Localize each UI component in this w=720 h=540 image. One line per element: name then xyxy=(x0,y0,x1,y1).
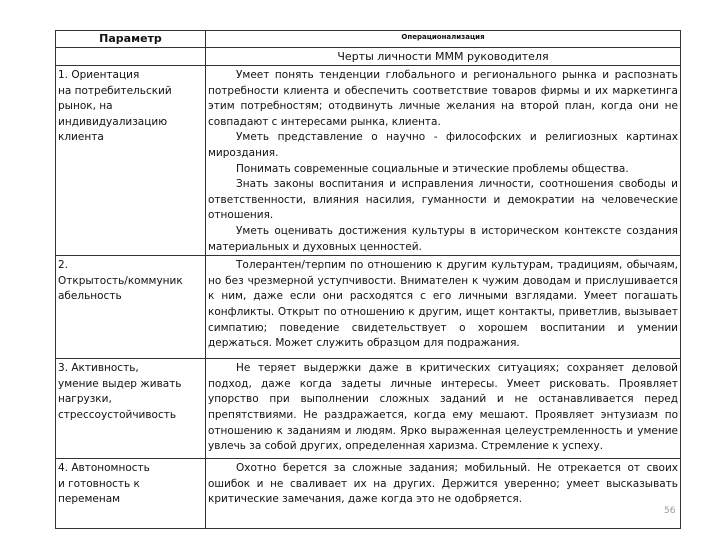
subheader-empty-cell xyxy=(56,48,206,66)
row-4-param: 4. Автономность и готовность к переменам xyxy=(56,459,206,529)
row-4-description xyxy=(206,459,681,529)
header-operationalization: Операционализация xyxy=(206,31,681,48)
row-3-param: 3. Активность, умение выдер живать нагрузки, стрессоустойчивость xyxy=(56,359,206,459)
row-1-paragraph: Понимать современные социальные и этические проблемы общества. xyxy=(236,162,629,175)
row-1-param: 1. Ориентация на потребительский рынок, на индивидуализацию клиента xyxy=(56,66,206,256)
row-1-paragraph: Умеет понять тенденции глобального и регионального рынка и распознать потребности клиента и обеспечить соответствие товаров фирмы и их маркетинга этим потребностям; отодвинуть личные желания на второй план, когда они не совпадают с интересами рынка, клиента. xyxy=(208,69,678,128)
table-row xyxy=(56,66,681,256)
row-2-description xyxy=(206,256,681,359)
row-3-description xyxy=(206,359,681,459)
row-2-paragraph: Толерантен/терпим по отношению к другим культурам, традициям, обычаям, но без чрезмерной уступчивости. Внимателен к чужим доводам и прислушивается к ним, даже если они расходятся с его личными взглядами. Умеет погашать конфликты. Открыт по отношению к другим, ищет контакты, приветлив, вызывает симпатию; поведение свидетельствует о хорошем воспитании и умении держаться. Может служить образцом для подражания. xyxy=(208,259,678,350)
row-1-description xyxy=(206,66,681,256)
subheader-traits: Черты личности МММ руководителя xyxy=(206,48,681,66)
table-header-row xyxy=(56,31,681,48)
row-1-paragraph: Уметь представление о научно - философских и религиозных картинах мироздания. xyxy=(208,131,678,159)
page-number: 56 xyxy=(664,506,676,516)
row-3-paragraph: Не теряет выдержки даже в критических ситуациях; сохраняет деловой подход, даже когда задеты личные интересы. Умеет рисковать. Проявляет упорство при выполнении сложных заданий и не останавливается перед препятствиями. Не раздражается, когда ему мешают. Проявляет энтузиазм по отношению к заданиям и людям. Ярко выраженная целеустремленность и умение увлечь за собой других, определенная харизма. Стремление к успеху. xyxy=(208,362,678,453)
personality-traits-table xyxy=(55,30,681,529)
table-row xyxy=(56,459,681,529)
table-subheader-row xyxy=(56,48,681,66)
table-row xyxy=(56,359,681,459)
row-4-paragraph: Охотно берется за сложные задания; мобильный. Не отрекается от своих ошибок и не сваливает их на других. Держится уверенно; умеет высказывать критические замечания, даже когда это не одобряется. xyxy=(208,462,678,506)
document-table-container xyxy=(55,30,680,529)
row-1-paragraph: Знать законы воспитания и исправления личности, соотношения свободы и ответственности, влияния насилия, гуманности и демократии на человеческие отношения. xyxy=(208,178,678,222)
row-1-paragraph: Уметь оценивать достижения культуры в историческом контексте создания материальных и духовных ценностей. xyxy=(208,224,678,253)
table-row xyxy=(56,256,681,359)
header-parameter: Параметр xyxy=(56,31,206,48)
row-2-param: 2. Открытость/коммуник абельность xyxy=(56,256,206,359)
